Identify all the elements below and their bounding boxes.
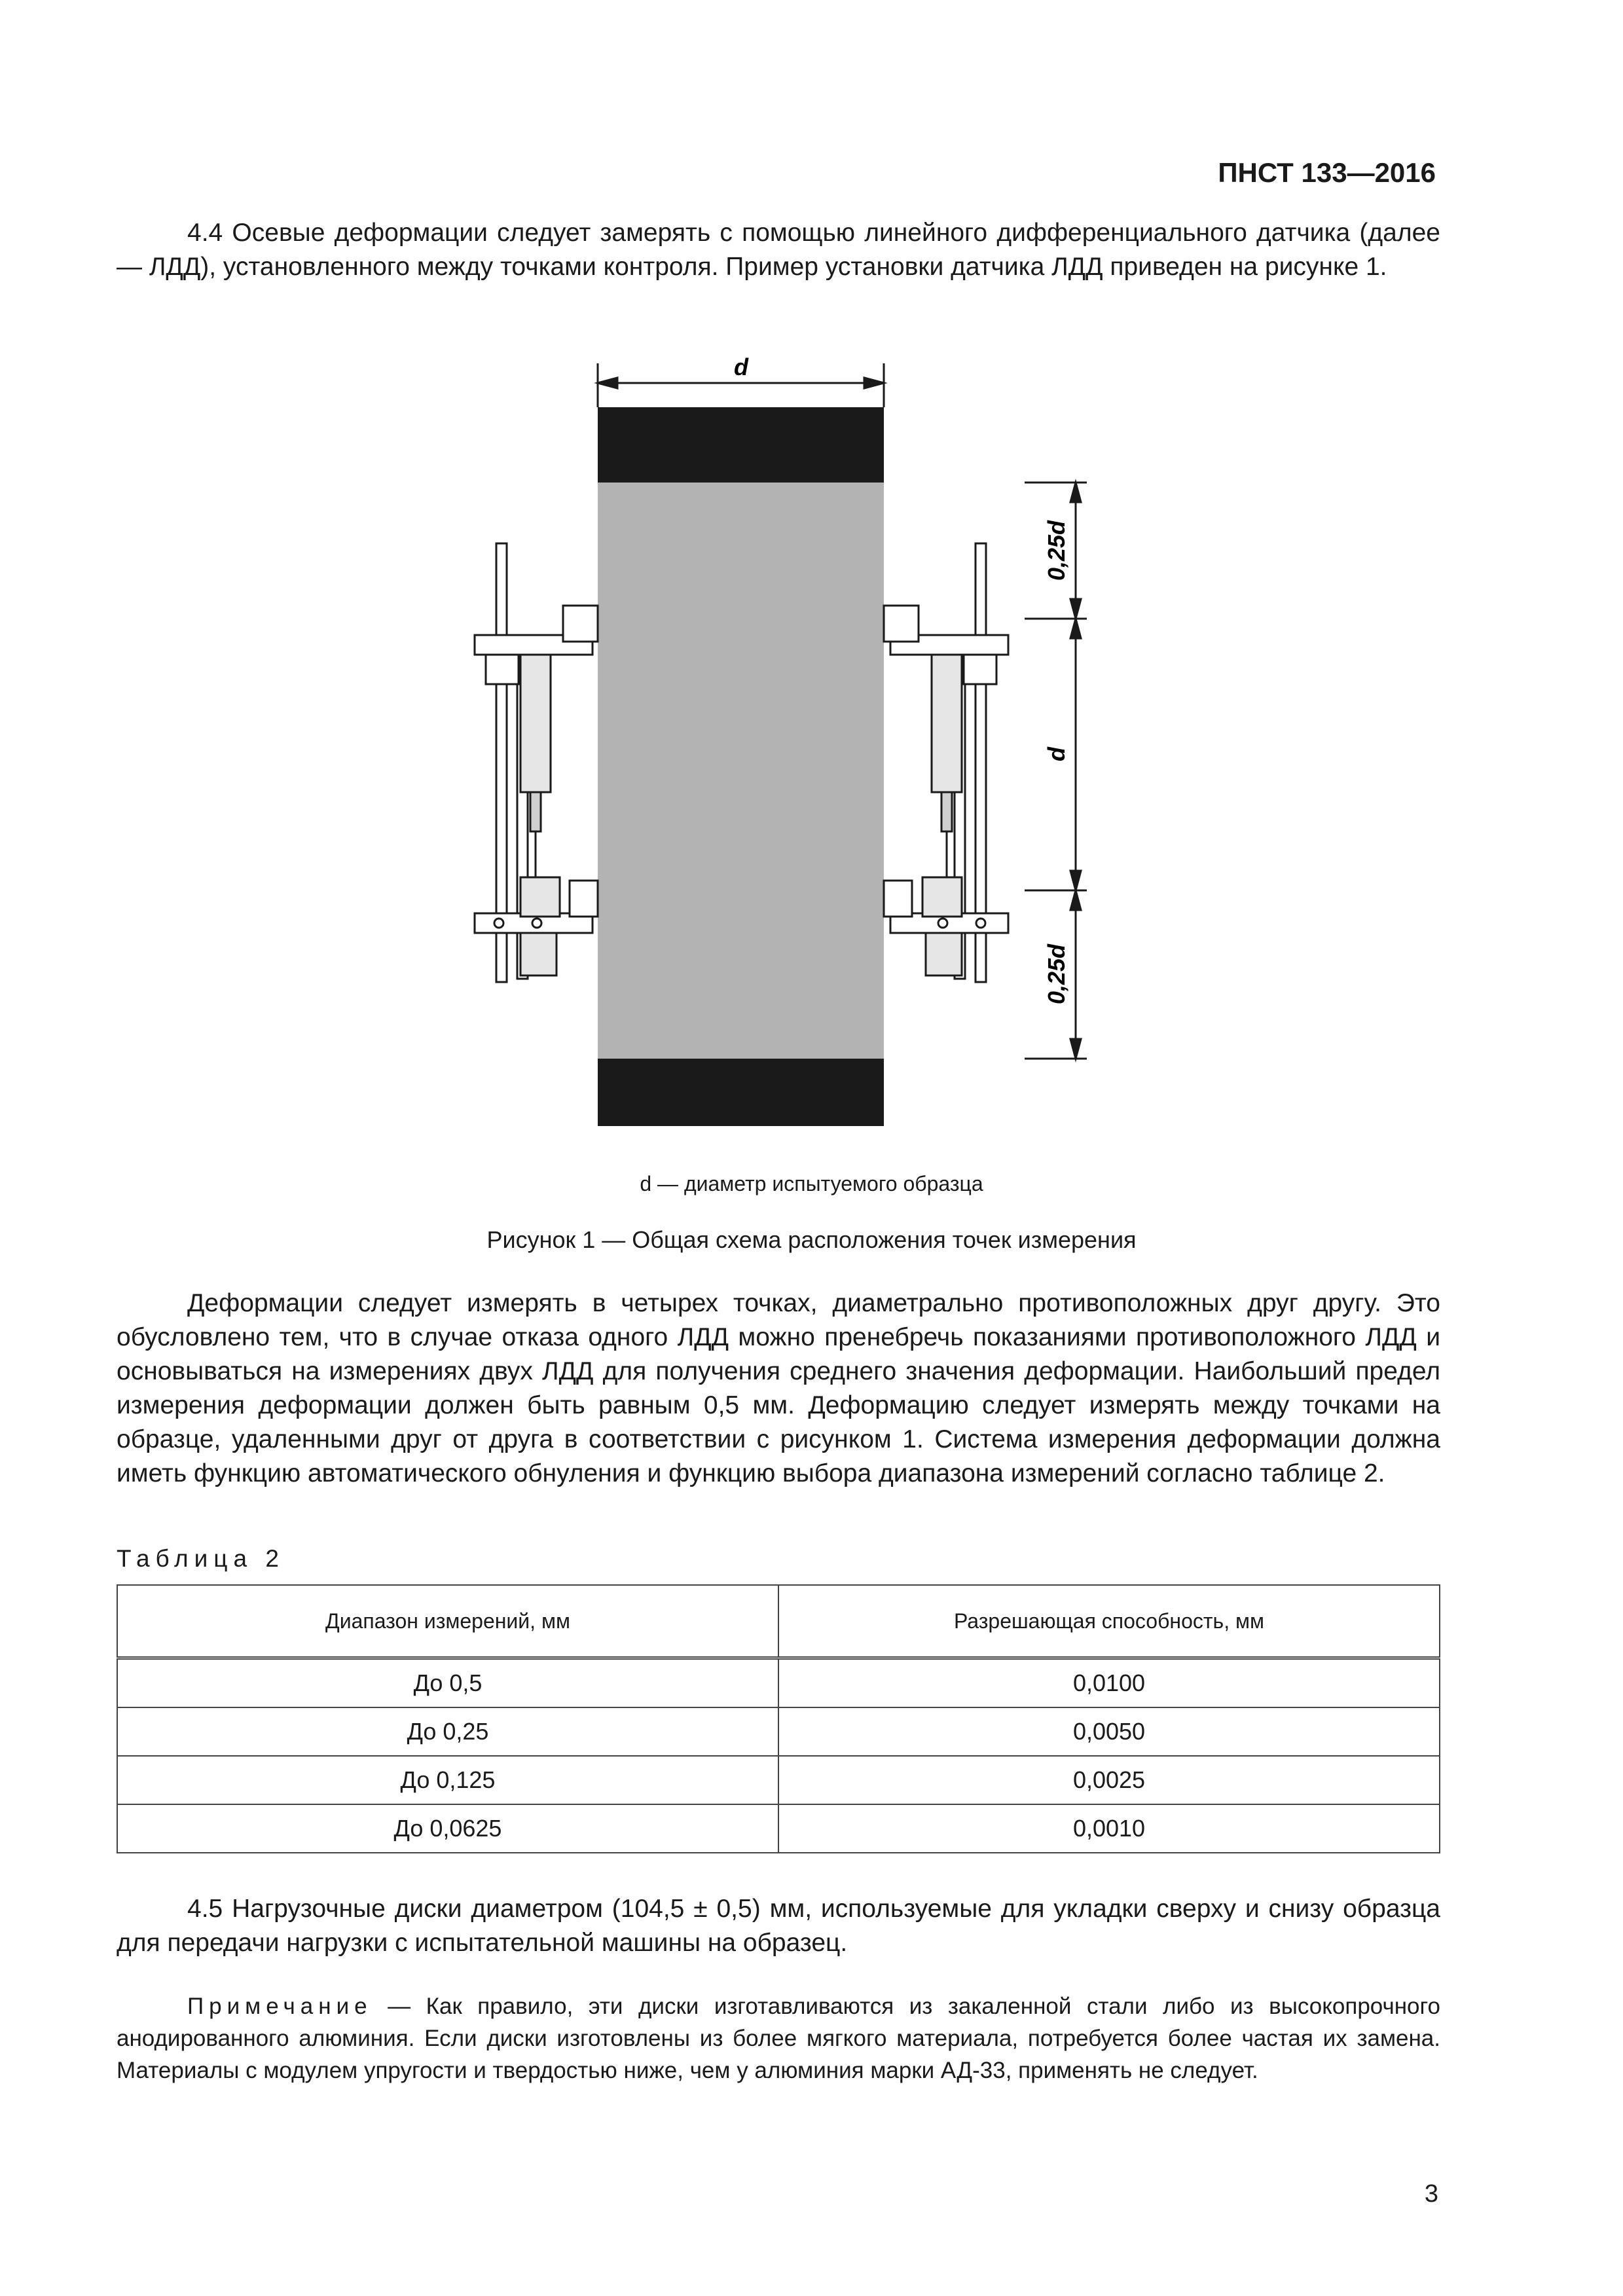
upper-quarter-dimension-label: 0,25d: [1043, 520, 1070, 581]
table-row: [117, 1658, 1440, 1708]
middle-dimension-label: d: [1043, 747, 1070, 761]
note-paragraph: [117, 1990, 1440, 2086]
bottom-loading-disc: [598, 1059, 884, 1126]
left-ldd-sensor: [475, 543, 598, 982]
table-cell-resolution: 0,0100: [778, 1658, 1440, 1708]
table-header-row: [117, 1585, 1440, 1658]
section-4-5-paragraph: 4.5 Нагрузочные диски диаметром (104,5 ± 0,5) мм, используемые для укладки сверху и снизу образца для передачи нагрузки с испытательной машины на образец.: [117, 1895, 1440, 1957]
table-cell-range: До 0,0625: [117, 1804, 778, 1853]
lower-quarter-dimension-label: 0,25d: [1043, 943, 1070, 1005]
table-cell-range: До 0,25: [117, 1707, 778, 1756]
table-cell-resolution: 0,0025: [778, 1756, 1440, 1804]
table-cell-resolution: 0,0050: [778, 1707, 1440, 1756]
table-cell-range: До 0,5: [117, 1658, 778, 1708]
section-4-4-paragraph: 4.4 Осевые деформации следует замерять с помощью линейного дифференциального датчика (далее — ЛДД), установленного между точками контроля. Пример установки датчика ЛДД приведен на рисунке 1.: [117, 219, 1440, 281]
top-loading-disc: [598, 407, 884, 483]
top-dimension-label: d: [734, 354, 748, 380]
note-text: — Как правило, эти диски изготавливаются из закаленной стали либо из высокопрочного анодированного алюминия. Если диски изготовлены из более мягкого материала, потребуется более частая их замена. Материалы с модулем упругости и твердостью ниже, чем у алюминия марки АД-33, применять не следует.: [117, 1994, 1440, 2083]
table-header-resolution: Разрешающая способность, мм: [778, 1585, 1440, 1658]
resolution-table: [117, 1584, 1440, 1853]
body-paragraph: Деформации следует измерять в четырех точках, диаметрально противоположных друг другу. Это обусловлено тем, что в случае отказа одного ЛДД можно пренебречь показаниями противоположного ЛДД и основываться на измерениях двух ЛДД для получения среднего значения деформации. Наибольший предел измерения деформации должен быть равным 0,5 мм. Деформацию следует измерять между точками на образце, удаленными друг от друга в соответствии с рисунком 1. Система измерения деформации должна иметь функцию автоматического обнуления и функцию выбора диапазона измерений согласно таблице 2.: [117, 1289, 1440, 1487]
document-number: ПНСТ 133—2016: [1218, 157, 1436, 188]
table-row: [117, 1756, 1440, 1804]
table-cell-range: До 0,125: [117, 1756, 778, 1804]
table-cell-resolution: 0,0010: [778, 1804, 1440, 1853]
table-row: [117, 1804, 1440, 1853]
note-label: Примечание: [187, 1994, 373, 2019]
figure-caption: Рисунок 1 — Общая схема расположения точек измерения: [486, 1226, 1137, 1253]
right-ldd-sensor: [884, 543, 1008, 982]
figure-legend: d — диаметр испытуемого образца: [640, 1172, 983, 1195]
page-number: 3: [1424, 2180, 1438, 2208]
specimen: [598, 483, 884, 1059]
table-row: [117, 1707, 1440, 1756]
table-title: Таблица 2: [117, 1545, 285, 1572]
table-header-range: Диапазон измерений, мм: [117, 1585, 778, 1658]
